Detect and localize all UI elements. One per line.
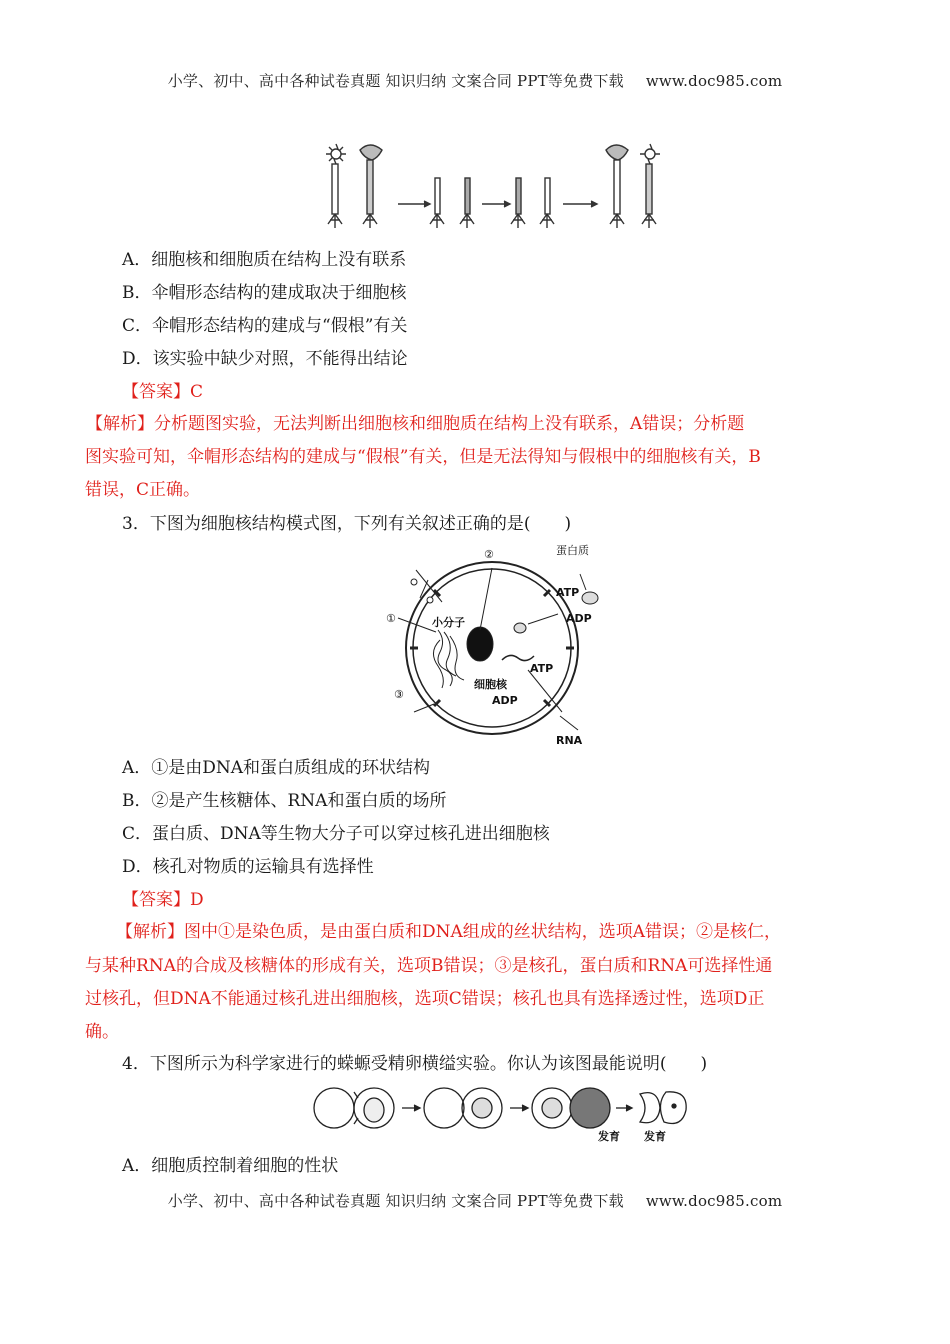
label-rna: RNA: [556, 734, 583, 747]
label-adp-bottom: ADP: [492, 694, 518, 707]
nucleus-structure-figure: [380, 540, 620, 750]
q2-option-a: A．细胞核和细胞质在结构上没有联系: [122, 250, 407, 270]
label-small-molecule: 小分子: [432, 616, 465, 629]
label-marker-2: ②: [484, 548, 494, 561]
q2-answer: 【答案】C: [122, 382, 204, 402]
label-develop-1: 发育: [598, 1130, 620, 1143]
page-footer: [0, 1190, 950, 1211]
q2-analysis-line-2: 图实验可知，伞帽形态结构的建成与“假根”有关，但是无法得知与假根中的细胞核有关，B: [85, 447, 761, 467]
q2-option-b: B．伞帽形态结构的建成取决于细胞核: [122, 283, 407, 303]
nucleolus: [467, 627, 493, 661]
q3-analysis-line-1: 【解析】图中①是染色质，是由蛋白质和DNA组成的丝状结构，选项A错误；②是核仁，: [116, 922, 782, 942]
q2-analysis-line-1: 【解析】分析题图实验，无法判断出细胞核和细胞质在结构上没有联系，A错误；分析题: [86, 414, 745, 434]
q4-stem: 4．下图所示为科学家进行的蝾螈受精卵横缢实验。你认为该图最能说明( ): [122, 1054, 708, 1074]
header-text: 小学、初中、高中各种试卷真题 知识归纳 文案合同 PPT等免费下载: [167, 72, 624, 90]
label-develop-2: 发育: [644, 1130, 666, 1143]
label-protein: 蛋白质: [556, 544, 589, 557]
header-site: www.doc985.com: [645, 72, 783, 90]
q4-option-a: A．细胞质控制着细胞的性状: [122, 1156, 339, 1176]
label-adp-top: ADP: [566, 612, 592, 625]
q3-analysis-line-2: 与某种RNA的合成及核糖体的形成有关，选项B错误；③是核孔，蛋白质和RNA可选择性通: [85, 956, 773, 976]
newt-egg-figure: [310, 1084, 690, 1146]
chromatin: [433, 630, 464, 688]
footer-text: 小学、初中、高中各种试卷真题 知识归纳 文案合同 PPT等免费下载: [167, 1192, 624, 1210]
label-marker-3: ③: [394, 688, 404, 701]
q3-analysis-line-4: 确。: [85, 1022, 119, 1042]
q3-option-d: D．核孔对物质的运输具有选择性: [122, 857, 374, 877]
q3-option-b: B．②是产生核糖体、RNA和蛋白质的场所: [122, 791, 447, 811]
label-atp-top: ATP: [556, 586, 580, 599]
label-atp-bottom: ATP: [530, 662, 554, 675]
q3-stem: 3．下图为细胞核结构模式图，下列有关叙述正确的是( ): [122, 514, 572, 534]
q3-answer: 【答案】D: [122, 890, 204, 910]
algae-flower-cap: [326, 144, 346, 164]
q3-option-a: A．①是由DNA和蛋白质组成的环状结构: [122, 758, 431, 778]
q2-option-c: C．伞帽形态结构的建成与“假根”有关: [122, 316, 408, 336]
label-nucleus: 细胞核: [474, 678, 507, 691]
q3-option-c: C．蛋白质、DNA等生物大分子可以穿过核孔进出细胞核: [122, 824, 550, 844]
acetabularia-grafting-figure: [320, 140, 670, 240]
q2-analysis-line-3: 错误，C正确。: [85, 480, 201, 500]
q3-analysis-line-3: 过核孔，但DNA不能通过核孔进出细胞核，选项C错误；核孔也具有选择透过性，选项D正: [85, 989, 765, 1009]
q2-option-d: D．该实验中缺少对照，不能得出结论: [122, 349, 408, 369]
page-header: [0, 70, 950, 91]
footer-site: www.doc985.com: [645, 1192, 783, 1210]
label-marker-1: ①: [386, 612, 396, 625]
